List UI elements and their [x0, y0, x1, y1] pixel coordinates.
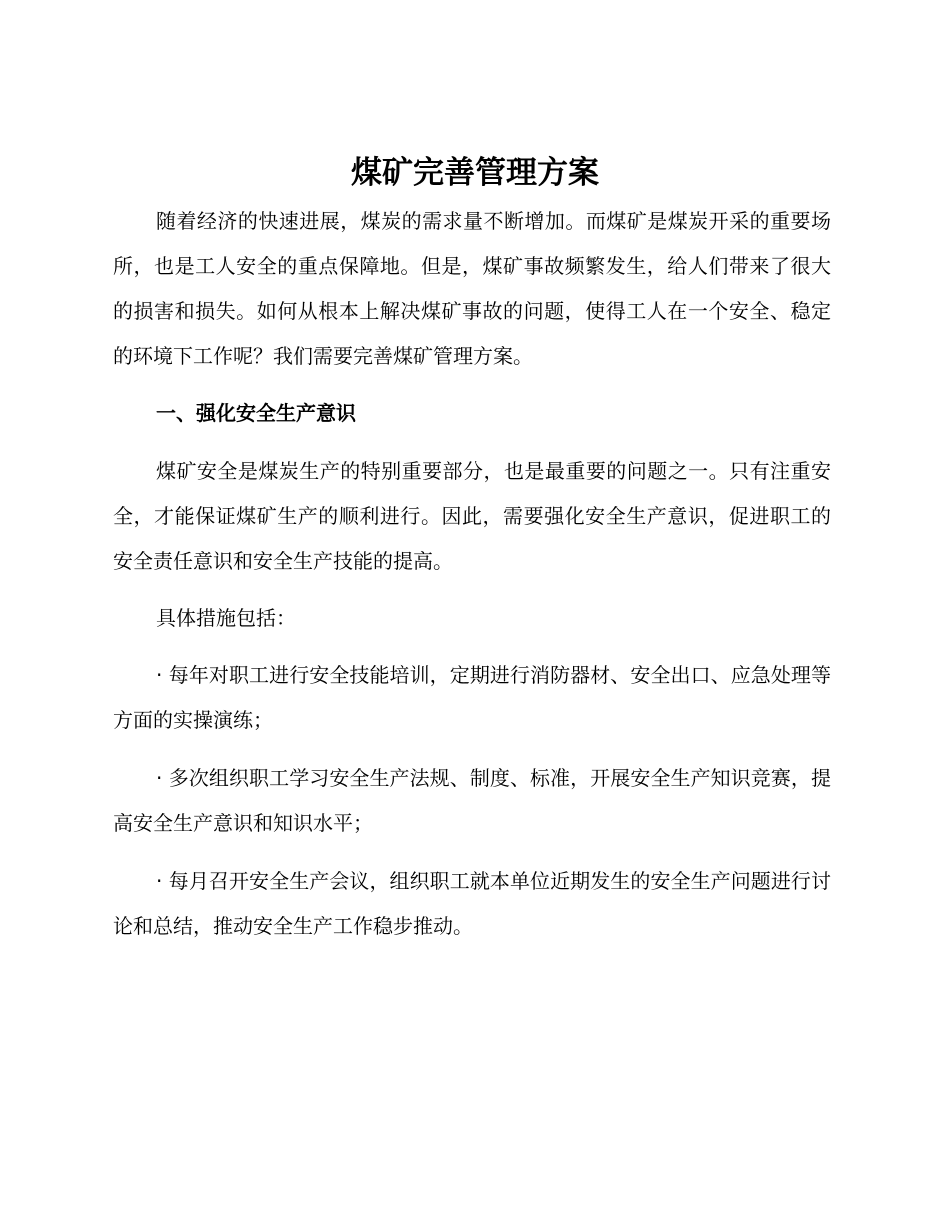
section-heading: 一、强化安全生产意识: [156, 401, 356, 425]
bullet-item: · 多次组织职工学习安全生产法规、制度、标准，开展安全生产知识竞赛，提高安全生产意识和知识水平；: [113, 766, 831, 835]
bullet-item: · 每年对职工进行安全技能培训，定期进行消防器材、安全出口、应急处理等方面的实操演练；: [113, 663, 831, 732]
bullet-item: · 每月召开安全生产会议，组织职工就本单位近期发生的安全生产问题进行讨论和总结，推动安全生产工作稳步推动。: [113, 869, 831, 938]
intro-paragraph: 随着经济的快速进展，煤炭的需求量不断增加。而煤矿是煤炭开采的重要场所，也是工人安全的重点保障地。但是，煤矿事故频繁发生，给人们带来了很大的损害和损失。如何从根本上解决煤矿事故的问题，使得工人在一个安全、稳定的环境下工作呢？我们需要完善煤矿管理方案。: [113, 209, 831, 368]
measures-intro: 具体措施包括：: [156, 606, 296, 630]
section-paragraph: 煤矿安全是煤炭生产的特别重要部分，也是最重要的问题之一。只有注重安全，才能保证煤矿生产的顺利进行。因此，需要强化安全生产意识，促进职工的安全责任意识和安全生产技能的提高。: [113, 459, 831, 573]
page-title: 煤矿完善管理方案: [351, 155, 599, 191]
